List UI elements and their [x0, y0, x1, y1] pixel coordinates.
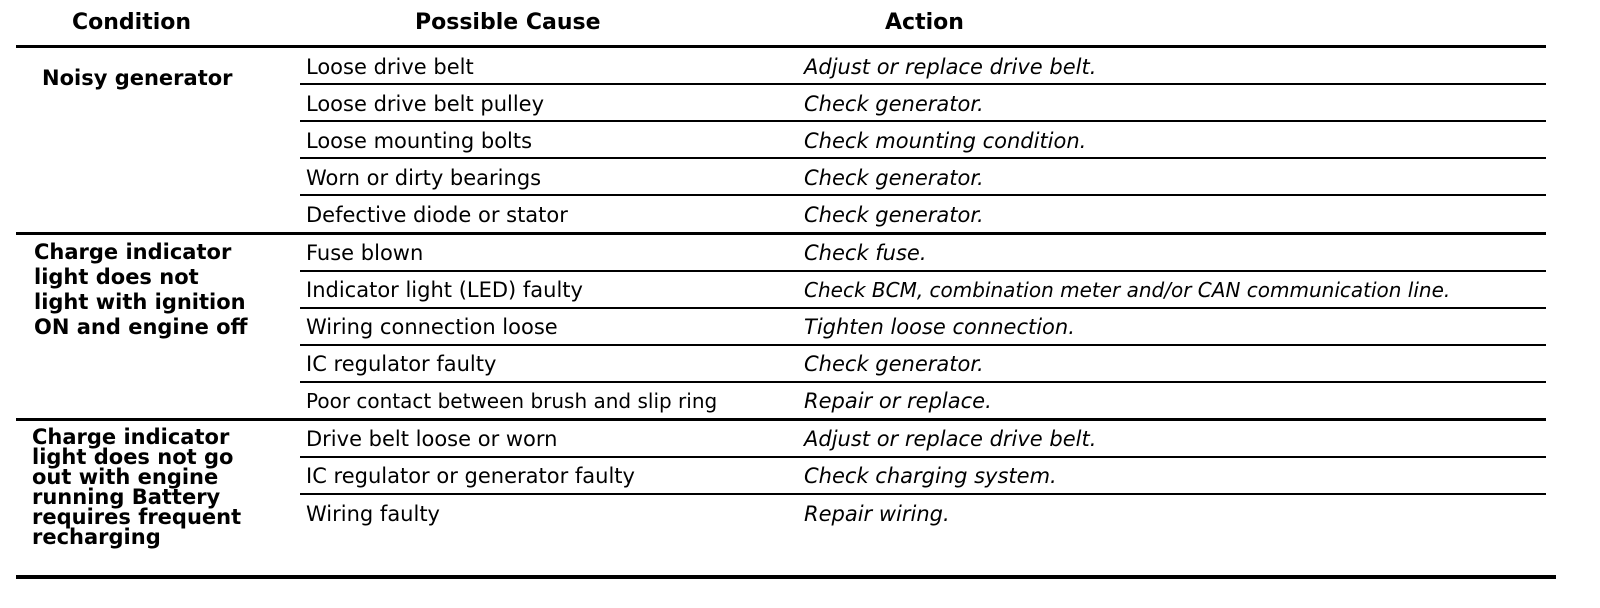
condition-line: Charge indicator	[32, 425, 230, 449]
row-rule	[300, 381, 1546, 383]
condition-line: recharging	[32, 525, 161, 549]
cause-cell: Worn or dirty bearings	[306, 166, 542, 190]
action-cell: Check generator.	[804, 352, 984, 376]
group-separator-2	[16, 418, 1546, 421]
row-rule	[300, 307, 1546, 309]
row-rule	[300, 456, 1546, 458]
row-rule	[300, 157, 1546, 159]
condition-text: Noisy generator	[42, 66, 233, 90]
cause-cell: IC regulator or generator faulty	[306, 464, 635, 488]
action-cell: Check charging system.	[804, 464, 1057, 488]
cause-cell: Drive belt loose or worn	[306, 427, 558, 451]
condition-line: light does not	[34, 265, 199, 289]
header-action: Action	[885, 10, 964, 35]
header-condition: Condition	[72, 10, 192, 35]
row-rule	[300, 493, 1546, 495]
cause-cell: Poor contact between brush and slip ring	[306, 389, 718, 413]
row-rule	[300, 194, 1546, 196]
action-cell: Adjust or replace drive belt.	[804, 427, 1097, 451]
condition-cell	[32, 427, 241, 547]
row-rule	[300, 344, 1546, 346]
cause-cell: Loose mounting bolts	[306, 129, 533, 153]
table-bottom-rule	[16, 575, 1556, 579]
action-cell: Adjust or replace drive belt.	[804, 55, 1097, 79]
row-rule	[300, 120, 1546, 122]
action-cell: Check generator.	[804, 92, 984, 116]
action-cell: Check fuse.	[804, 241, 927, 265]
cause-cell: IC regulator faulty	[306, 352, 497, 376]
action-cell: Check generator.	[804, 166, 984, 190]
condition-line: out with engine	[32, 465, 219, 489]
cause-cell: Defective diode or stator	[306, 203, 568, 227]
row-rule	[300, 270, 1546, 272]
condition-line: light does not go	[32, 445, 234, 469]
cause-cell: Loose drive belt pulley	[306, 92, 545, 116]
condition-line: light with ignition	[34, 290, 246, 314]
action-cell: Repair wiring.	[804, 502, 950, 526]
header-rule	[16, 45, 1546, 48]
cause-cell: Wiring connection loose	[306, 315, 558, 339]
action-cell: Check generator.	[804, 203, 984, 227]
cause-cell: Wiring faulty	[306, 502, 440, 526]
condition-line: requires frequent	[32, 505, 242, 529]
cause-cell: Fuse blown	[306, 241, 424, 265]
row-rule	[300, 83, 1546, 85]
action-cell: Repair or replace.	[804, 389, 992, 413]
header-possible-cause: Possible Cause	[415, 10, 601, 35]
condition-line: running Battery	[32, 485, 221, 509]
condition-cell	[42, 66, 233, 91]
group-separator-1	[16, 232, 1546, 235]
condition-line: ON and engine off	[34, 315, 248, 339]
cause-cell: Loose drive belt	[306, 55, 474, 79]
cause-cell: Indicator light (LED) faulty	[306, 278, 583, 302]
action-cell: Check BCM, combination meter and/or CAN communication line.	[804, 278, 1451, 302]
condition-line: Charge indicator	[34, 240, 232, 264]
action-cell: Check mounting condition.	[804, 129, 1087, 153]
condition-cell	[34, 240, 248, 340]
action-cell: Tighten loose connection.	[804, 315, 1075, 339]
